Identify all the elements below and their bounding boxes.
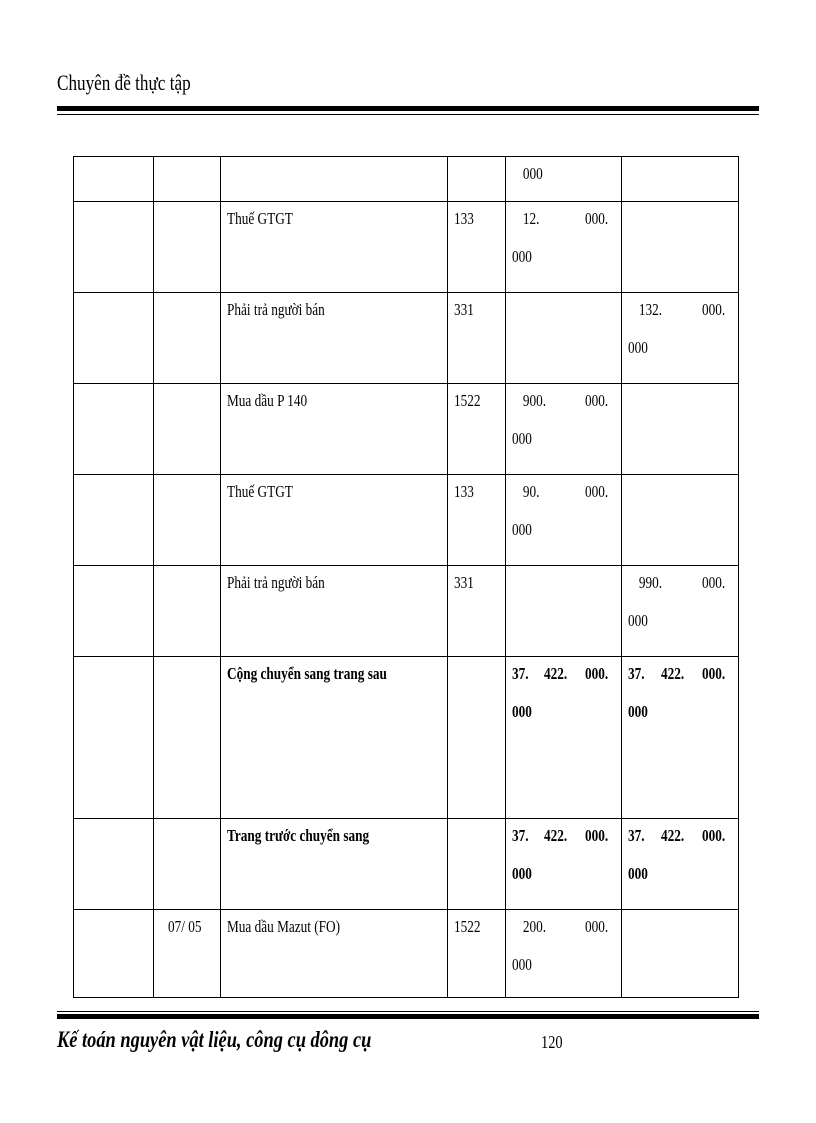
cell-debit: [506, 566, 622, 657]
ledger-table: [73, 156, 739, 998]
amount-part: 000.: [585, 482, 609, 501]
amount-part: 000.: [702, 300, 726, 319]
amount-part: 000.: [585, 209, 609, 228]
cell-credit: [622, 157, 739, 202]
amount-part: 000: [512, 955, 532, 974]
cell-account: [448, 384, 506, 475]
amount-part: 12.: [522, 209, 540, 228]
cell-account-text: 1522: [454, 391, 481, 410]
cell-voucher: [74, 293, 154, 384]
amount-part: 000: [512, 864, 532, 883]
ledger-row: [74, 657, 739, 819]
amount-part: 000: [628, 702, 648, 721]
cell-credit: [622, 566, 739, 657]
amount-part: 990.: [638, 573, 663, 592]
cell-account-text: 133: [454, 482, 474, 501]
cell-debit: [506, 657, 622, 819]
cell-description: [221, 157, 448, 202]
cell-description-text: Thuế GTGT: [227, 482, 293, 501]
header-rule-thin: [57, 114, 759, 115]
cell-description: [221, 819, 448, 910]
amount-part: 000.: [702, 664, 726, 683]
page-header-title: Chuyên đề thực tập: [57, 70, 191, 95]
cell-account-text: 331: [454, 573, 474, 592]
ledger-row: [74, 819, 739, 910]
amount-part: 000: [628, 611, 648, 630]
cell-credit: [622, 657, 739, 819]
cell-account-text: 133: [454, 209, 474, 228]
cell-credit: [622, 475, 739, 566]
cell-date: [154, 202, 221, 293]
cell-credit: [622, 202, 739, 293]
amount-part: 000: [512, 429, 532, 448]
cell-account: [448, 293, 506, 384]
cell-credit: [622, 819, 739, 910]
cell-credit: [622, 384, 739, 475]
amount-part: 000: [628, 338, 648, 357]
cell-account: [448, 157, 506, 202]
cell-voucher: [74, 819, 154, 910]
ledger-row: [74, 202, 739, 293]
amount-part: 37.: [628, 664, 645, 683]
amount-part: 000.: [585, 391, 609, 410]
cell-description: [221, 293, 448, 384]
cell-date: [154, 819, 221, 910]
footer-rule-thick: [57, 1014, 759, 1019]
amount-part: 422.: [660, 826, 685, 845]
amount-part: 200.: [522, 917, 547, 936]
amount-part: 000: [522, 164, 543, 183]
cell-description-text: Trang trước chuyển sang: [227, 826, 370, 845]
cell-debit: [506, 475, 622, 566]
cell-date: [154, 384, 221, 475]
cell-voucher: [74, 384, 154, 475]
cell-debit: [506, 384, 622, 475]
amount-part: 37.: [512, 664, 529, 683]
cell-description-text: Thuế GTGT: [227, 209, 293, 228]
cell-debit: [506, 202, 622, 293]
cell-voucher: [74, 657, 154, 819]
cell-date-text: 07/ 05: [168, 917, 202, 936]
cell-voucher: [74, 566, 154, 657]
cell-account: [448, 657, 506, 819]
cell-credit: [622, 910, 739, 998]
ledger-row: [74, 384, 739, 475]
cell-description-text: Mua dầu Mazut (FO): [227, 917, 341, 936]
amount-part: 000.: [585, 664, 609, 683]
cell-date: [154, 157, 221, 202]
cell-description: [221, 910, 448, 998]
cell-debit: [506, 910, 622, 998]
cell-date: [154, 293, 221, 384]
cell-debit: [506, 157, 622, 202]
ledger-row: [74, 157, 739, 202]
amount-part: 000.: [702, 826, 726, 845]
ledger-row: [74, 566, 739, 657]
cell-account-text: 1522: [454, 917, 481, 936]
amount-part: 422.: [544, 826, 568, 845]
cell-account: [448, 819, 506, 910]
cell-debit: [506, 819, 622, 910]
cell-date: [154, 910, 221, 998]
cell-description-text: Mua dầu P 140: [227, 391, 308, 410]
ledger-row: [74, 910, 739, 998]
cell-date: [154, 475, 221, 566]
amount-part: 37.: [512, 826, 529, 845]
amount-part: 90.: [522, 482, 540, 501]
cell-description: [221, 475, 448, 566]
amount-part: 000.: [702, 573, 726, 592]
cell-account: [448, 475, 506, 566]
cell-account-text: 331: [454, 300, 474, 319]
cell-account: [448, 910, 506, 998]
cell-description-text: Cộng chuyển sang trang sau: [227, 664, 387, 683]
amount-part: 000: [512, 247, 532, 266]
cell-description: [221, 566, 448, 657]
header-rule-thick: [57, 106, 759, 111]
cell-description: [221, 384, 448, 475]
footer-rule-thin: [57, 1011, 759, 1012]
amount-part: 422.: [660, 664, 685, 683]
amount-part: 000.: [585, 826, 609, 845]
amount-part: 132.: [638, 300, 663, 319]
cell-voucher: [74, 157, 154, 202]
footer-title: Kế toán nguyên vật liệu, công cụ dông cụ: [57, 1027, 372, 1052]
cell-date: [154, 566, 221, 657]
cell-description: [221, 657, 448, 819]
cell-debit: [506, 293, 622, 384]
amount-part: 000.: [585, 917, 609, 936]
ledger-row: [74, 475, 739, 566]
page-number: 120: [541, 1032, 563, 1052]
amount-part: 000: [512, 702, 532, 721]
amount-part: 000: [628, 864, 648, 883]
cell-description: [221, 202, 448, 293]
cell-description-text: Phải trả người bán: [227, 573, 325, 592]
amount-part: 000: [512, 520, 532, 539]
cell-voucher: [74, 475, 154, 566]
cell-description-text: Phải trả người bán: [227, 300, 325, 319]
cell-account: [448, 566, 506, 657]
ledger-row: [74, 293, 739, 384]
cell-voucher: [74, 910, 154, 998]
cell-date: [154, 657, 221, 819]
amount-part: 422.: [544, 664, 568, 683]
cell-account: [448, 202, 506, 293]
amount-part: 37.: [628, 826, 645, 845]
cell-voucher: [74, 202, 154, 293]
cell-credit: [622, 293, 739, 384]
amount-part: 900.: [522, 391, 547, 410]
